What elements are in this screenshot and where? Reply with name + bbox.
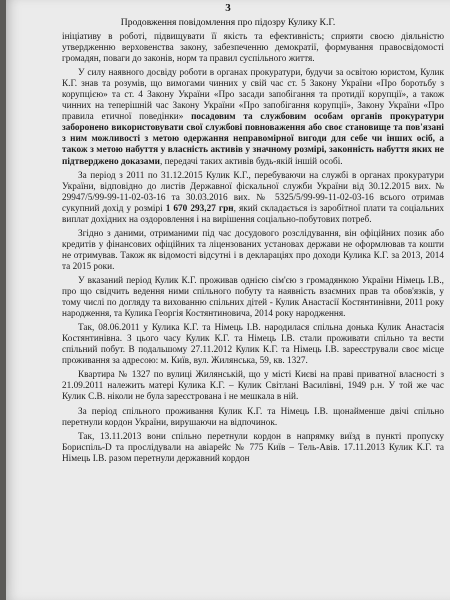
page-bottom-shade — [6, 576, 450, 600]
page-heading: Продовження повідомлення про підозру Кулику К.Г. — [120, 17, 336, 28]
paragraph-2-text-start: У силу наявного досвіду роботи в органах прокуратури, будучи за освітою юристом, Кулик К.Г. знав та розумів, що вимогами чинних у свій час ст. 5 Закону України «Про боротьбу з корупцією» та ст. 4 Закону України «Про засади запобігання та протидії корупції», а також чинних на теперішній час Закону України «Про запобігання корупції», Закону України «Про правила етичної поведінки» — [62, 68, 444, 123]
page-number: 3 — [225, 2, 231, 14]
paragraph-2-text-end: , передачі таких активів будь-якій іншій особі. — [159, 156, 343, 167]
paragraph-1: ініціативу в роботі, підвищувати її якість та ефективність; сприяти своєю діяльністю утвердженню верховенства закону, забезпеченню демократії, формування правосвідомості громадян, поваги до законів, норм та правил суспільного життя. — [62, 32, 444, 65]
paragraph-4: Згідно з даними, отриманими під час досудового розслідування, він офіційних позик або кредитів у фінансових офіційних та ліцензованих установах держави не оформлював та кошти не отримував. Також як відомості відсутні і в деклараціях про доходи Кулика К.Г. за 2013, 2014 та 2015 роки. — [62, 228, 444, 272]
paragraph-3-text-start: За період з 2011 по 31.12.2015 Кулик К.Г., перебуваючи на службі в органах прокуратури України, відповідно до листів Державної фіскальної служби України від 30.12.2015 вих. № 29947/5/99-99-11-02-03-16 та 30.03.2016 вих. № 5325/5/99-99-11-02-03-16 всього отримав сукупний дохід у розмірі — [62, 170, 444, 214]
income-amount: 1 670 293,27 грн — [165, 203, 234, 214]
paragraph-3 — [62, 171, 444, 226]
paragraph-7: Квартира № 1327 по вулиці Жилянській, що у місті Києві на праві приватної власності з 21.09.2011 належить матері Кулика К.Г. – Кулик Світлані Василівні, 1949 р.н. У той же час Кулик С.В. ніколи не була зареєстрована і не мешкала в ній. — [62, 370, 444, 403]
paragraph-2 — [62, 68, 444, 167]
paragraph-6: Так, 08.06.2011 у Кулика К.Г. та Німець І.В. народилася спільна донька Кулик Анастасія Костянтинівна. З цього часу Кулик К.Г. та Німець І.В. стали проживати спільно та вести спільний побут. В подальшому 27.11.2012 Кулик К.Г. та Німець І.В. зареєстрували своє місце проживання за адресою: м. Київ, вул. Жилянська, 59, кв. 1327. — [62, 323, 444, 367]
document-page — [6, 0, 450, 600]
paragraph-5: У вказаний період Кулик К.Г. проживав однією сім'єю з громадянкою України Німець І.В., про що свідчить ведення ними спільного побуту та наявність взаємних прав та обов'язків, у тому числі по догляду та вихованню спільних дітей - Кулик Анастасії Костянтинівни, 2011 року народження, та Кулика Георгія Костянтиновича, 2014 року народження. — [62, 275, 444, 320]
paragraph-8: За період спільного проживання Кулик К.Г. та Німець І.В. щонайменше двічі спільно перетнули кордон України, вирушаючи на відпочинок. — [62, 406, 444, 428]
paragraph-2-bold-text: посадовим та службовим особам органів прокуратури заборонено використовувати свої службові повноваження або своє становище та пов'язані з ним можливості з метою одержання неправомірної вигоди для себе чи інших осіб, а також з метою набуття у власність активів у значному розмірі, законність набуття яких не підтверджено доказами — [62, 112, 444, 167]
document-body — [62, 32, 444, 468]
paragraph-3-text-end: , який складається із заробітної плати та соціальних виплат дохідних на оздоровлення і на вирішення соціально-побутових потреб. — [62, 203, 444, 225]
paragraph-9: Так, 13.11.2013 вони спільно перетнули кордон в напрямку виїзд в пункті пропуску Бориспіль-D та прослідували на авіарейс № 775 Київ – Тель-Авів. 17.11.2013 Кулик К.Г. та Німець І.В. разом перетнули державний кордон — [62, 431, 444, 464]
